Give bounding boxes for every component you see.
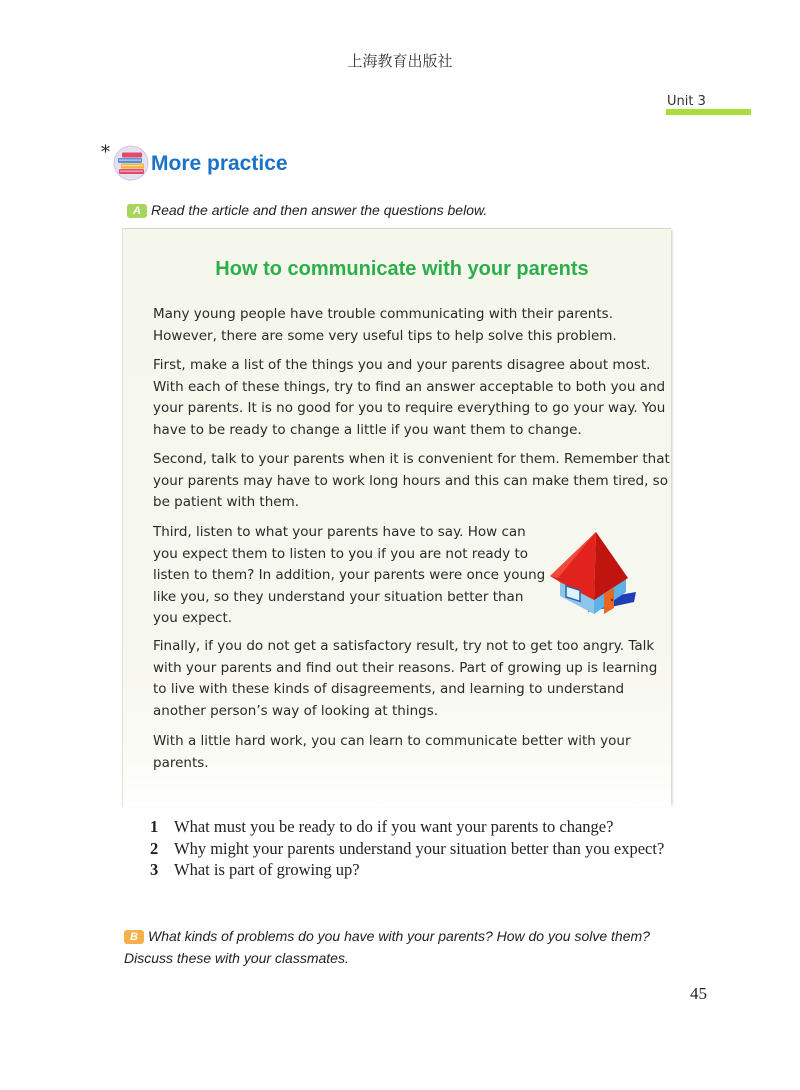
article-paragraph: Finally, if you do not get a satisfactory result, try not to get too angry. Talk with your parents and find out their reasons. Part of growing up is learning to live with these kinds of disagreements, and learning to understand another person’s way of looking at things. <box>153 638 658 719</box>
unit-label: Unit 3 <box>667 94 706 109</box>
page-number: 45 <box>690 984 707 1003</box>
article-paragraph: With a little hard work, you can learn to communicate better with your parents. <box>153 733 631 771</box>
article-paragraph: Third, listen to what your parents have to say. How can you expect them to listen to you if you are not ready to listen to them? In addition, your parents were once young like you, so they understand your situation better than you expect. <box>153 524 546 626</box>
article-title: How to communicate with your parents <box>215 258 589 280</box>
article-paragraph: Many young people have trouble communicating with their parents. However, there are some very useful tips to help solve this problem. <box>153 306 617 344</box>
question-item <box>150 859 670 881</box>
question-number: 1 <box>150 817 159 836</box>
question-text: Why might your parents understand your situation better than you expect? <box>174 838 665 858</box>
question-number: 3 <box>150 860 159 879</box>
badge-b: B <box>124 930 144 944</box>
optional-asterisk: * <box>101 142 110 163</box>
question-item <box>150 838 670 860</box>
part-a-text: Read the article and then answer the questions below. <box>151 202 488 218</box>
question-item <box>150 816 670 838</box>
question-list <box>150 816 670 881</box>
section-title: More practice <box>151 152 288 175</box>
article-paragraph: First, make a list of the things you and your parents disagree about most. With each of these things, try to find an answer acceptable to both you and your parents. It is no good for you to require everything to go your way. You have to be ready to change a little if you want them to change. <box>153 357 666 438</box>
stacked-books-icon <box>112 145 150 181</box>
badge-a: A <box>127 204 147 218</box>
question-text: What is part of growing up? <box>174 860 360 879</box>
house-icon <box>548 528 640 616</box>
question-text: What must you be ready to do if you want your parents to change? <box>174 817 614 836</box>
part-a-instruction <box>127 202 487 218</box>
part-b-instruction <box>124 925 684 969</box>
unit-bar <box>666 109 751 115</box>
part-b-text: What kinds of problems do you have with your parents? How do you solve them? Discuss these with your classmates. <box>124 928 650 966</box>
article-paragraph: Second, talk to your parents when it is convenient for them. Remember that your parents may have to work long hours and this can make them tired, so be patient with them. <box>153 451 670 510</box>
publisher-name: 上海教育出版社 <box>347 52 453 70</box>
question-number: 2 <box>150 838 159 858</box>
